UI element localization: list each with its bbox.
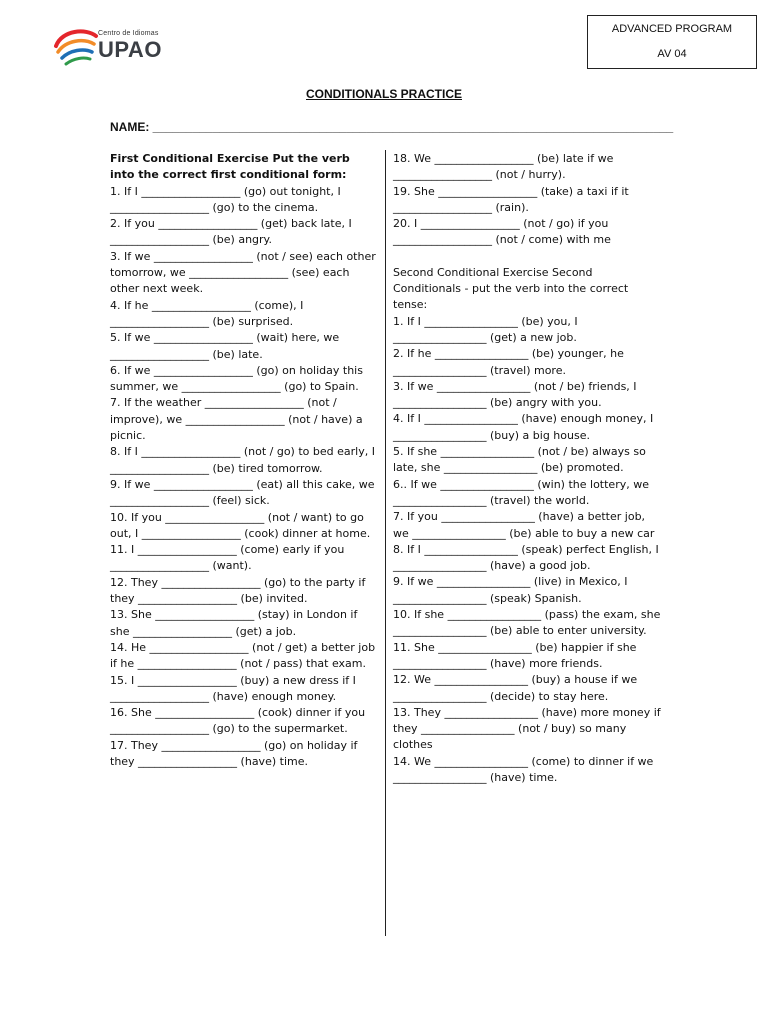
first-conditional-list-continued [393,151,663,249]
exercise-item: 3. If we _________________ (not / be) friends, I _________________ (be) angry with you. [393,379,637,410]
logo-name: UPAO [98,37,162,62]
exercise-item: 7. If you _________________ (have) a better job, we _________________ (be) able to buy a new car [393,510,655,540]
exercise-item: 5. If we __________________ (wait) here, we __________________ (be) late. [110,331,340,361]
logo-subtitle: Centro de Idiomas [98,30,159,37]
exercise-item: 2. If you __________________ (get) back late, I __________________ (be) angry. [110,217,352,247]
second-conditional-heading: Second Conditional Exercise Second Conditionals - put the verb into the correct tense: [393,265,629,312]
exercise-item: 4. If I _________________ (have) enough money, I _________________ (buy) a big house. [393,412,654,442]
program-name: ADVANCED PROGRAM [611,23,733,35]
exercise-item: 1. If I _________________ (be) you, I _________________ (get) a new job. [393,314,578,344]
exercise-item: 20. I __________________ (not / go) if you __________________ (not / come) with me [393,217,611,247]
first-conditional-list [110,184,378,771]
exercise-item: 18. We __________________ (be) late if we __________________ (not / hurry). [393,152,614,182]
exercise-item: 17. They __________________ (go) on holiday if they __________________ (have) time. [110,738,358,768]
right-column [393,151,663,786]
exercise-item: 12. We _________________ (buy) a house if we _________________ (decide) to stay here. [393,673,638,703]
exercise-item: 13. She __________________ (stay) in London if she __________________ (get) a job. [110,608,358,638]
logo-swoosh-icon [52,24,100,68]
exercise-item: 9. If we __________________ (eat) all this cake, we __________________ (feel) sick. [110,477,375,508]
name-field-line: NAME: ______________________________________________________________________________ [110,120,674,134]
exercise-item: 6.. If we _________________ (win) the lottery, we _________________ (travel) the world. [393,477,649,507]
exercise-item: 14. We _________________ (come) to dinner if we _________________ (have) time. [393,754,654,784]
exercise-item: 5. If she _________________ (not / be) always so late, she _________________ (be) promoted. [393,445,646,475]
exercise-item: 12. They __________________ (go) to the party if they __________________ (be) invited. [110,575,366,606]
exercise-item: 15. I __________________ (buy) a new dress if I __________________ (have) enough money. [110,673,356,703]
exercise-item: 7. If the weather __________________ (not / improve), we __________________ (not / have) a picnic. [110,396,363,443]
exercise-item: 6. If we __________________ (go) on holiday this summer, we __________________ (go) to Spain. [110,363,363,394]
section-gap [393,249,663,265]
exercise-item: 8. If I __________________ (not / go) to bed early, I __________________ (be) tired tomorrow. [110,445,375,475]
exercise-item: 3. If we __________________ (not / see) each other tomorrow, we __________________ (see) each other next week. [110,249,376,296]
exercise-item: 11. I __________________ (come) early if you __________________ (want). [110,543,345,573]
exercise-item: 16. She __________________ (cook) dinner if you __________________ (go) to the supermarket. [110,706,366,736]
left-column [110,151,378,770]
first-conditional-heading: First Conditional Exercise Put the verb into the correct first conditional form: [110,152,350,182]
exercise-item: 8. If I _________________ (speak) perfect English, I _________________ (have) a good job. [393,542,659,573]
exercise-item: 9. If we _________________ (live) in Mexico, I _________________ (speak) Spanish. [393,575,628,605]
program-code: AV 04 [657,48,687,60]
exercise-item: 2. If he _________________ (be) younger, he _________________ (travel) more. [393,347,624,377]
exercise-item: 13. They _________________ (have) more money if they _________________ (not / buy) so many clothes [393,705,661,752]
exercise-item: 10. If she _________________ (pass) the exam, she _________________ (be) able to enter university. [393,608,661,638]
upao-logo [52,24,182,68]
page-title-text: CONDITIONALS PRACTICE [306,87,462,101]
second-conditional-list [393,314,663,787]
exercise-item: 11. She _________________ (be) happier if she _________________ (have) more friends. [393,640,637,670]
exercise-item: 4. If he __________________ (come), I __________________ (be) surprised. [110,298,304,328]
exercise-item: 1. If I __________________ (go) out tonight, I __________________ (go) to the cinema. [110,184,341,214]
exercise-item: 14. He __________________ (not / get) a better job if he __________________ (not / pass) that exam. [110,640,376,671]
column-divider [385,150,386,936]
exercise-item: 10. If you __________________ (not / want) to go out, I __________________ (cook) dinner at home. [110,510,371,540]
page-title [0,87,768,101]
exercise-item: 19. She __________________ (take) a taxi if it __________________ (rain). [393,184,629,214]
program-box [587,15,757,69]
